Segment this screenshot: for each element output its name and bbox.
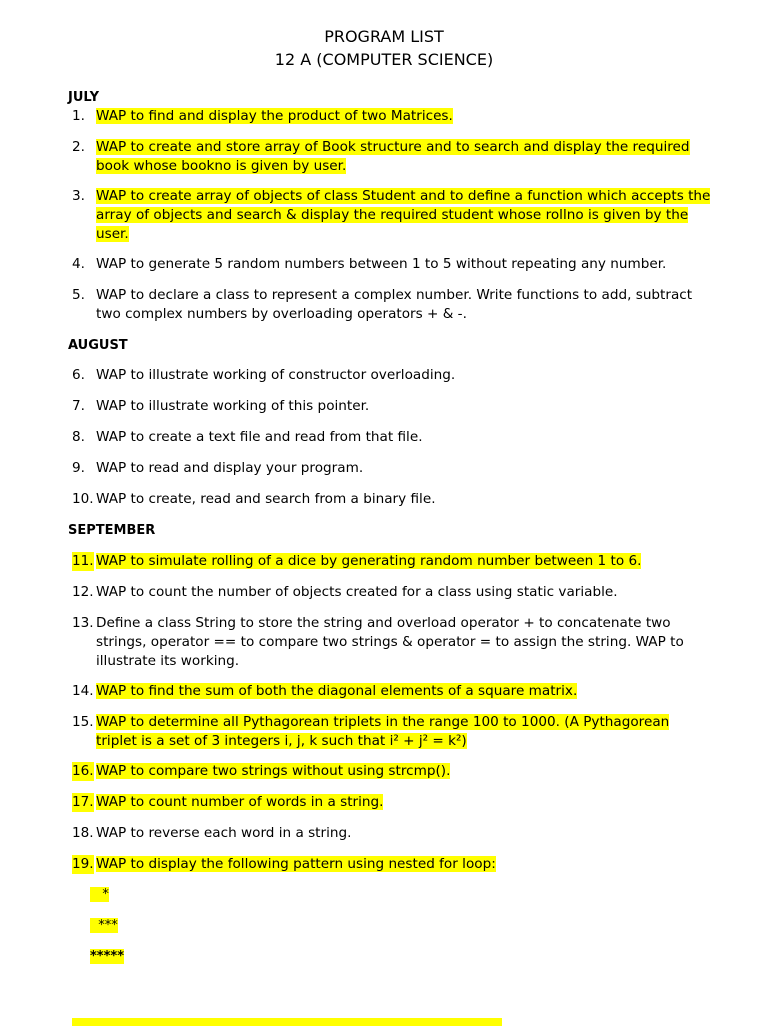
list-item: 18. WAP to reverse each word in a string. <box>72 825 352 841</box>
list-item: 13. Define a class String to store the string and overload operator + to concatenate two strings, operator == to compare two strings & operator = to assign the string. WAP to illustrate its working. <box>72 615 684 669</box>
list-item: 9. WAP to read and display your program. <box>72 460 364 476</box>
pattern-line: ***** <box>90 949 124 964</box>
list-item: 10. WAP to create, read and search from a binary file. <box>72 491 436 507</box>
list-item: 17. WAP to count number of words in a string. <box>72 794 384 810</box>
list-item: 4. WAP to generate 5 random numbers between 1 to 5 without repeating any number. <box>72 256 667 272</box>
list-item: 7. WAP to illustrate working of this pointer. <box>72 398 370 414</box>
pattern-line: *** <box>90 918 118 933</box>
list-item: 5. WAP to declare a class to represent a complex number. Write functions to add, subtract two complex numbers by overloading operators + & -. <box>72 287 693 322</box>
list-item: 16. WAP to compare two strings without using strcmp(). <box>72 763 451 779</box>
list-item: 11. WAP to simulate rolling of a dice by generating random number between 1 to 6. <box>72 553 642 569</box>
section-heading-september: SEPTEMBER <box>68 523 156 538</box>
section-heading-july: JULY <box>68 90 100 105</box>
section-heading-august: AUGUST <box>68 338 128 353</box>
list-item: 6. WAP to illustrate working of constructor overloading. <box>72 367 456 383</box>
list-item: 1. WAP to find and display the product of two Matrices. <box>72 108 453 124</box>
list-item: 15. WAP to determine all Pythagorean triplets in the range 100 to 1000. (A Pythagorean triplet is a set of 3 integers i, j, k such that i² + j² = k²) <box>72 714 670 749</box>
page-title-line1: PROGRAM LIST <box>324 27 444 46</box>
list-item: 8. WAP to create a text file and read from that file. <box>72 429 423 445</box>
list-item: 12. WAP to count the number of objects created for a class using static variable. <box>72 584 618 600</box>
pattern-line: * <box>90 887 109 902</box>
page-title-line2: 12 A (COMPUTER SCIENCE) <box>274 50 494 69</box>
list-item: 14. WAP to find the sum of both the diagonal elements of a square matrix. <box>72 683 578 699</box>
cut-off-highlight-line <box>72 1018 502 1026</box>
list-item: 3. WAP to create array of objects of class Student and to define a function which accepts the array of objects and search & display the required student whose rollno is given by the user. <box>72 188 711 242</box>
list-item: 2. WAP to create and store array of Book structure and to search and display the required book whose bookno is given by user. <box>72 139 690 174</box>
list-item: 19. WAP to display the following pattern using nested for loop: <box>72 856 496 872</box>
